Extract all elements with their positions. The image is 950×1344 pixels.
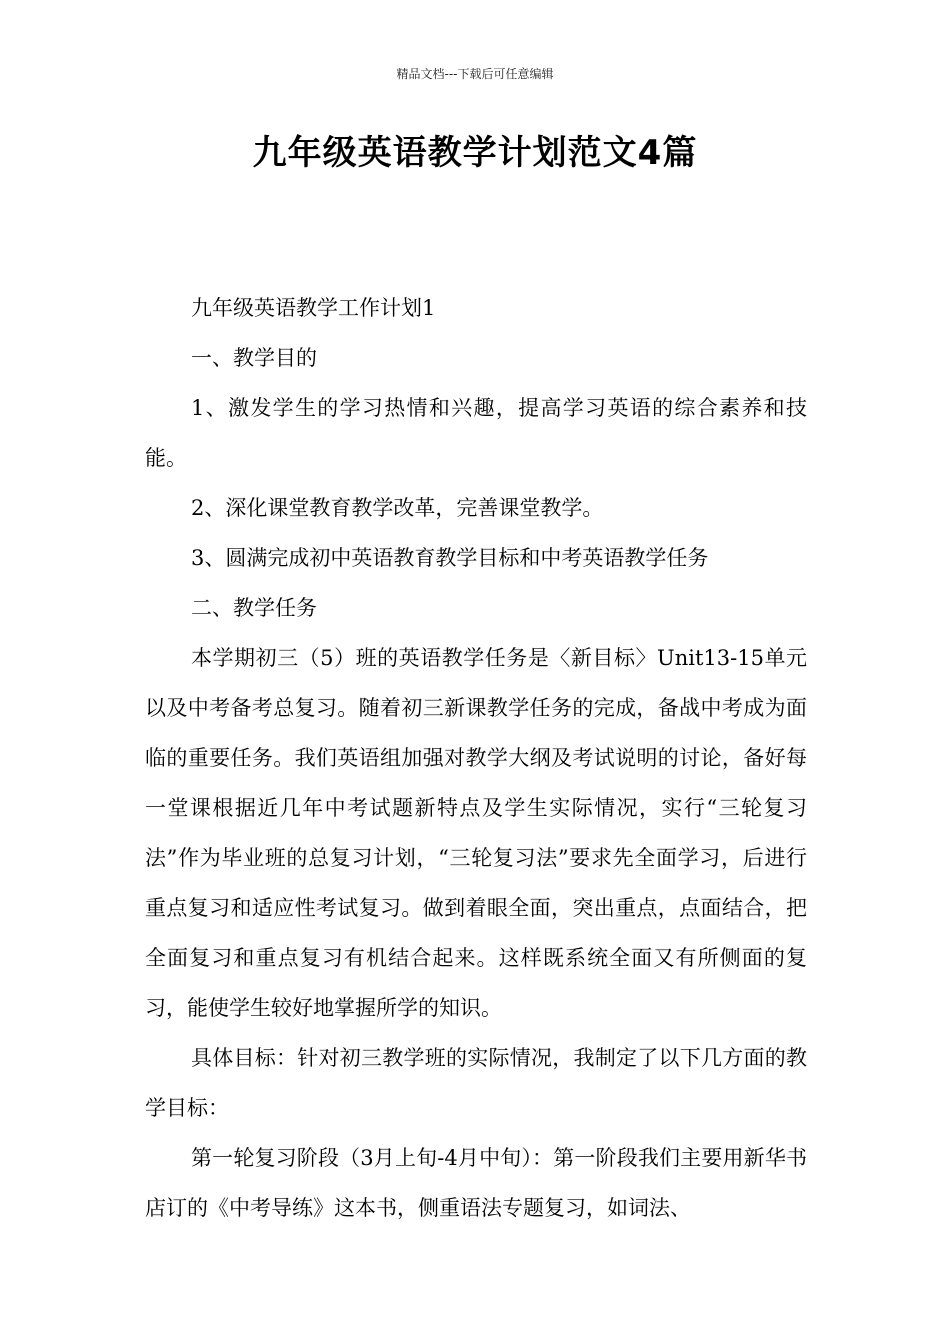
- subheading-objectives: 一、教学目的: [191, 346, 317, 370]
- paragraph: 1、激发学生的学习热情和兴趣，提高学习英语的综合素养和技能。: [145, 396, 807, 470]
- document-title: 九年级英语教学计划范文4篇: [252, 133, 698, 173]
- paragraph: 具体目标：针对初三教学班的实际情况，我制定了以下几方面的教学目标：: [145, 1046, 807, 1120]
- paragraph: 本学期初三（5）班的英语教学任务是〈新目标〉Unit13-15单元以及中考备考总复习。随着初三新课教学任务的完成，备战中考成为面临的重要任务。我们英语组加强对教学大纲及考试说明的讨论，备好每一堂课根据近几年中考试题新特点及学生实际情况，实行“三轮复习法”作为毕业班的总复习计划，“三轮复习法”要求先全面学习，后进行重点复习和适应性考试复习。做到着眼全面，突出重点，点面结合，把全面复习和重点复习有机结合起来。这样既系统全面又有所侧面的复习，能使学生较好地掌握所学的知识。: [145, 646, 807, 1020]
- subheading-tasks: 二、教学任务: [191, 596, 317, 620]
- paragraph: 3、圆满完成初中英语教育教学目标和中考英语教学任务: [191, 546, 709, 570]
- header-note: 精品文档---下载后可任意编辑: [396, 67, 554, 81]
- section-heading: 九年级英语教学工作计划1: [191, 296, 436, 320]
- document-body: [145, 283, 807, 1233]
- paragraph: 第一轮复习阶段（3月上旬-4月中旬）：第一阶段我们主要用新华书店订的《中考导练》这本书，侧重语法专题复习，如词法、: [145, 1146, 807, 1220]
- paragraph: 2、深化课堂教育教学改革，完善课堂教学。: [191, 496, 604, 520]
